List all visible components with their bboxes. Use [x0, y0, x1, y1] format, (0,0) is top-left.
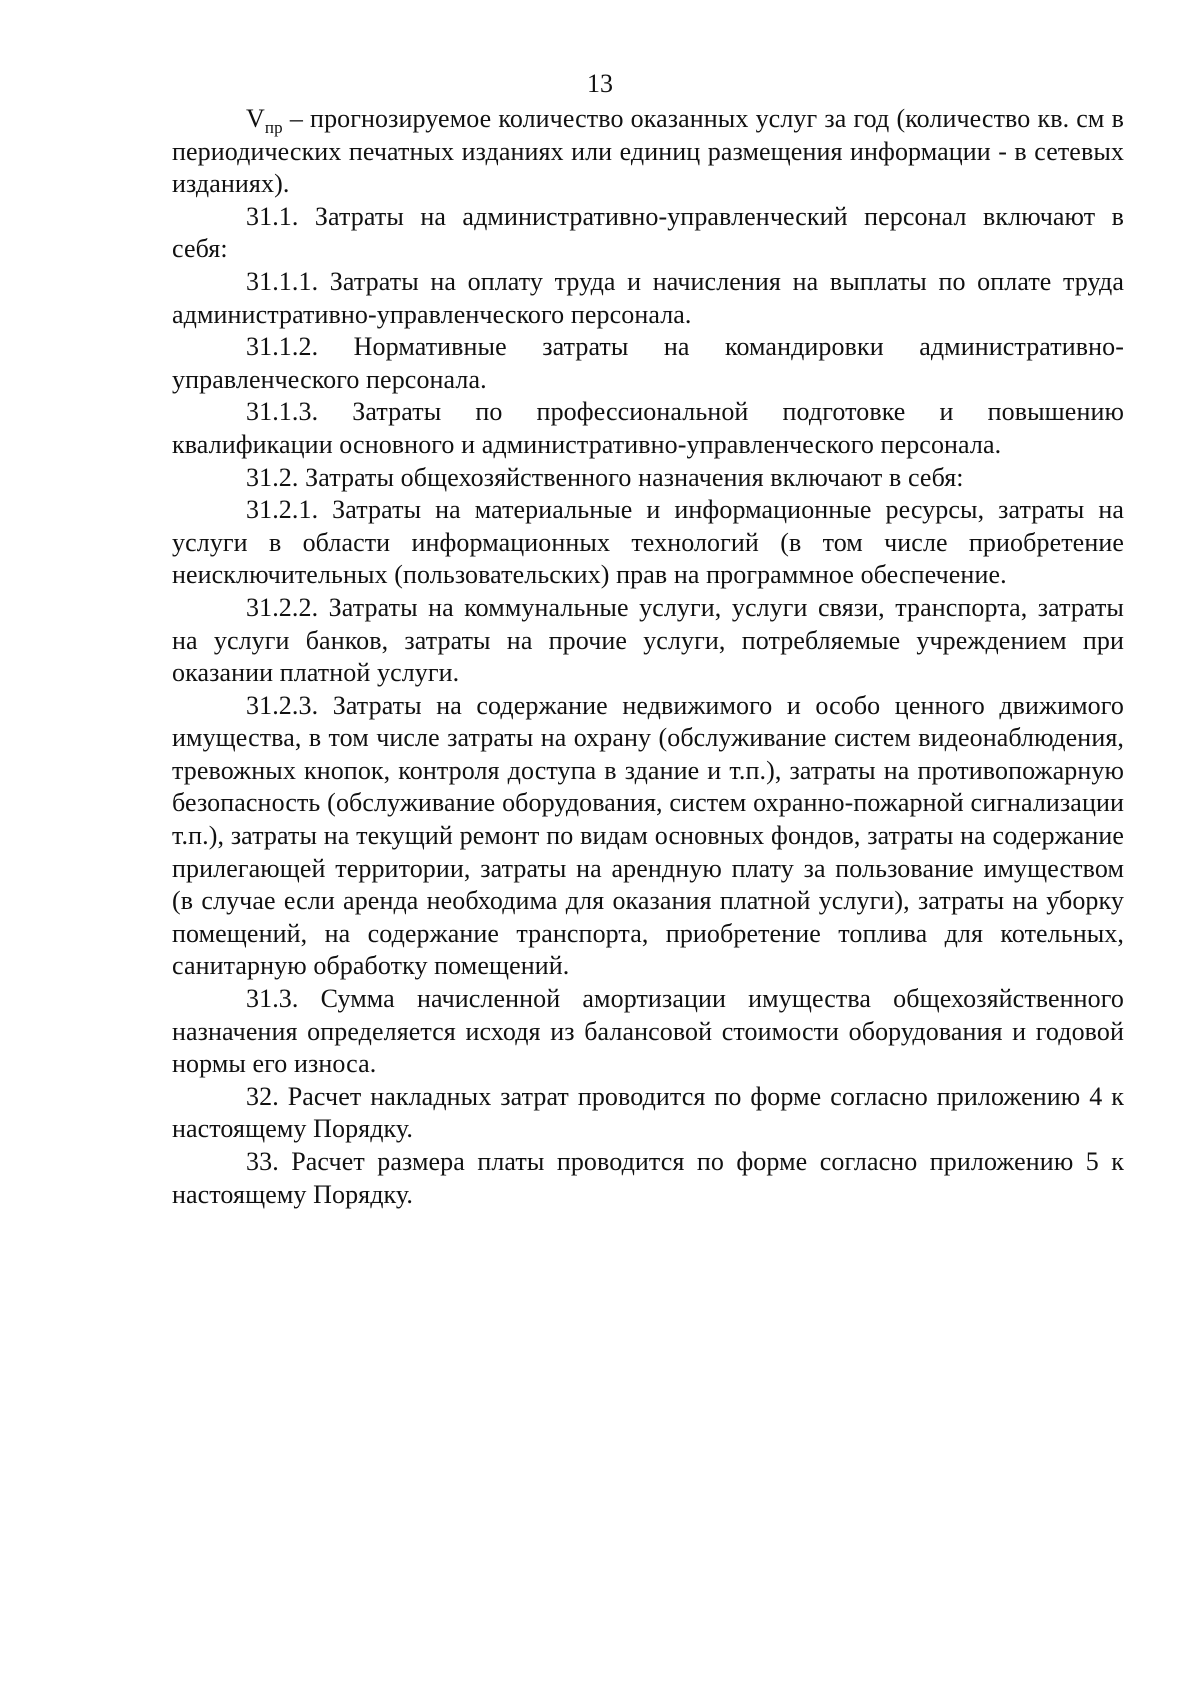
paragraph-31-2-3: 31.2.3. Затраты на содержание недвижимого и особо ценного движимого имущества, в том числе затраты на охрану (обслуживание систем видеонаблюдения, тревожных кнопок, контроля доступа в здание и т.п.), затраты на противопожарную безопасность (обслуживание оборудования, систем охранно-пожарной сигнализации т.п.), затраты на текущий ремонт по видам основных фондов, затраты на содержание прилегающей территории, затраты на арендную плату за пользование имуществом (в случае если аренда необходима для оказания платной услуги), затраты на уборку помещений, на содержание транспорта, приобретение топлива для котельных, санитарную обработку помещений.: [172, 690, 1124, 981]
vpr-symbol: V: [246, 104, 265, 133]
paragraph-vpr-definition: [172, 103, 1124, 201]
paragraph-31-2-1: 31.2.1. Затраты на материальные и информационные ресурсы, затраты на услуги в области информационных технологий (в том числе приобретение неисключительных (пользовательских) прав на программное обеспечение.: [172, 495, 1124, 590]
paragraph-31-1-3: 31.1.3. Затраты по профессиональной подготовке и повышению квалификации основного и административно-управленческого персонала.: [172, 397, 1124, 459]
vpr-definition-text: – прогнозируемое количество оказанных услуг за год (количество кв. см в периодических печатных изданиях или единиц размещения информации - в сетевых изданиях).: [172, 104, 1124, 199]
paragraph-31-2-2: 31.2.2. Затраты на коммунальные услуги, услуги связи, транспорта, затраты на услуги банков, затраты на прочие услуги, потребляемые учреждением при оказании платной услуги.: [172, 592, 1124, 688]
page-number: 13: [587, 69, 613, 98]
paragraph-31-1: 31.1. Затраты на административно-управленческий персонал включают в себя:: [172, 201, 1124, 264]
paragraph-32: 32. Расчет накладных затрат проводится по форме согласно приложению 4 к настоящему Порядку.: [172, 1081, 1124, 1144]
paragraph-31-2: 31.2. Затраты общехозяйственного назначения включают в себя:: [246, 462, 964, 492]
paragraph-31-3: 31.3. Сумма начисленной амортизации имущества общехозяйственного назначения определяется исходя из балансовой стоимости оборудования и годовой нормы его износа.: [172, 984, 1124, 1079]
paragraph-31-1-2: 31.1.2. Нормативные затраты на командировки административно-управленческого персонала.: [172, 332, 1124, 394]
paragraph-31-1-1: 31.1.1. Затраты на оплату труда и начисления на выплаты по оплате труда административно-управленческого персонала.: [172, 266, 1124, 329]
vpr-subscript: пр: [264, 118, 283, 137]
paragraph-33: 33. Расчет размера платы проводится по форме согласно приложению 5 к настоящему Порядку.: [172, 1147, 1124, 1209]
document-body: [172, 103, 1124, 1211]
